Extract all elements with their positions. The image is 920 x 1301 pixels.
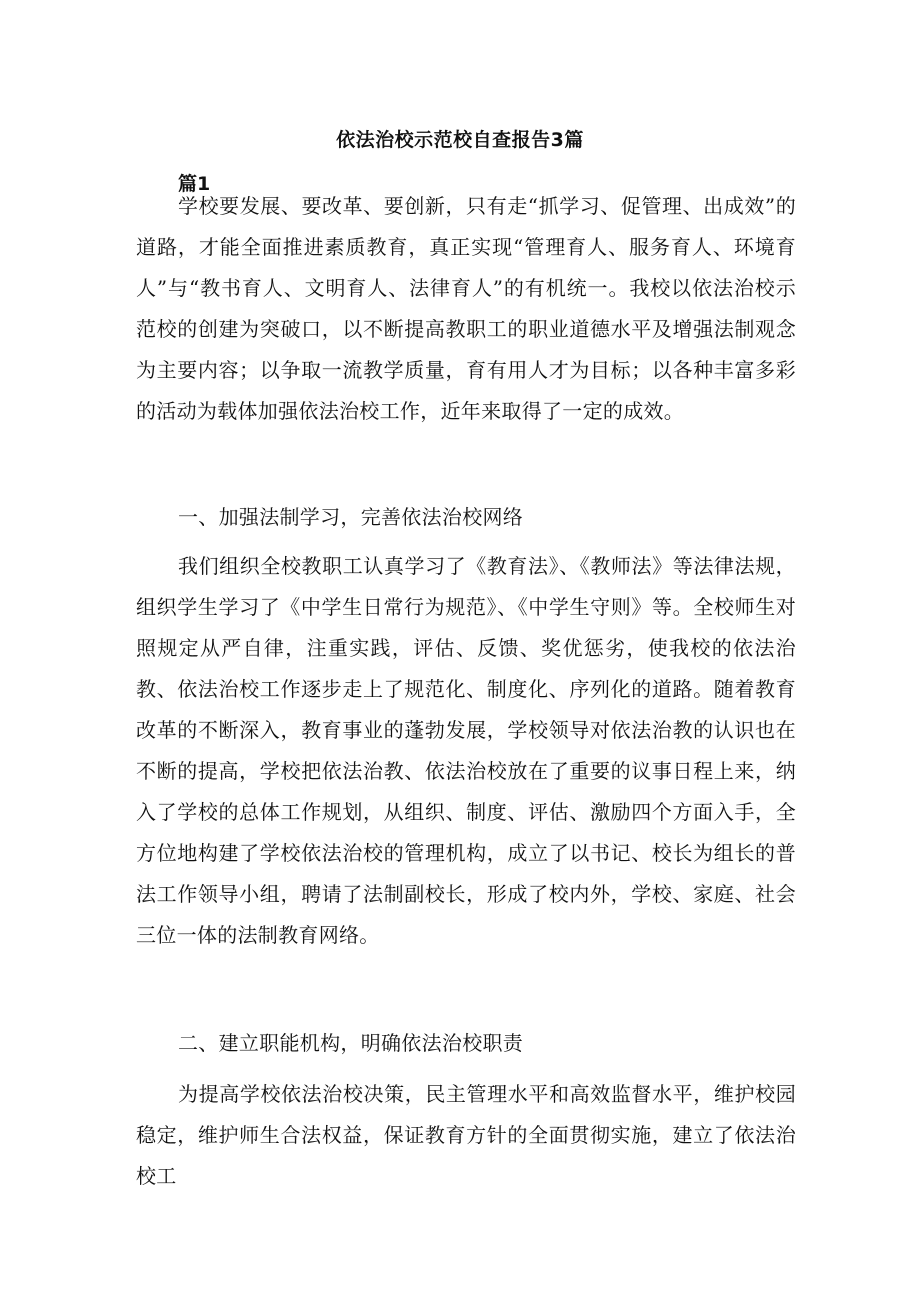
paragraph-intro: 学校要发展、要改革、要创新，只有走“抓学习、促管理、出成效”的道路，才能全面推进素质教育，真正实现“管理育人、服务育人、环境育人”与“教书育人、文明育人、法律育人”的有机统一。我校以依法治校示范校的创建为突破口，以不断提高教职工的职业道德水平及增强法制观念为主要内容；以争取一流教学质量，育有用人才为目标；以各种丰富多彩的活动为载体加强依法治校工作，近年来取得了一定的成效。 xyxy=(136,194,796,423)
sub-heading-1: 一、加强法制学习，完善依法治校网络 xyxy=(178,505,524,529)
paragraph-legal-study: 我们组织全校教职工认真学习了《教育法》、《教师法》等法律法规，组织学生学习了《中学生日常行为规范》、《中学生守则》等。全校师生对照规定从严自律，注重实践，评估、反馈、奖优惩劣，使我校的依法治教、依法治校工作逐步走上了规范化、制度化、序列化的道路。随着教育改革的不断深入，教育事业的蓬勃发展，学校领导对依法治教的认识也在不断的提高，学校把依法治教、依法治校放在了重要的议事日程上来，纳入了学校的总体工作规划，从组织、制度、评估、激励四个方面入手，全方位地构建了学校依法治校的管理机构，成立了以书记、校长为组长的普法工作领导小组，聘请了法制副校长，形成了校内外，学校、家庭、社会三位一体的法制教育网络。 xyxy=(136,554,796,947)
sub-heading-2: 二、建立职能机构，明确依法治校职责 xyxy=(178,1031,524,1055)
section-heading: 篇1 xyxy=(178,173,211,195)
paragraph-institutions: 为提高学校依法治校决策，民主管理水平和高效监督水平，维护校园稳定，维护师生合法权益，保证教育方针的全面贯彻实施，建立了依法治校工 xyxy=(136,1082,796,1188)
document-title: 依法治校示范校自查报告3篇 xyxy=(336,129,584,151)
